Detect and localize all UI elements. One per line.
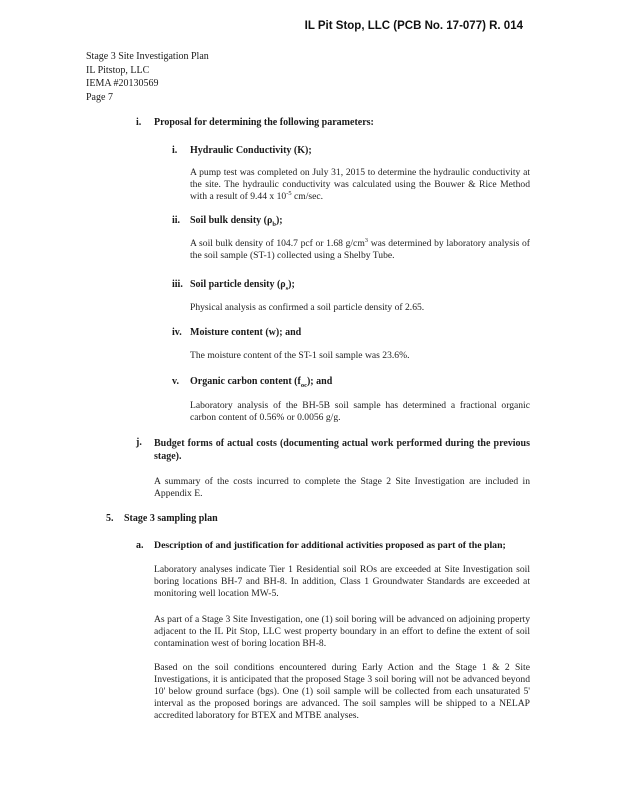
header-page-number: Page 7 [86,91,113,103]
section-5-heading: Stage 3 sampling plan [124,513,218,524]
param-4-heading: Moisture content (w); and [190,327,302,338]
param-3-text: Physical analysis as confirmed a soil particle density of 2.65. [190,302,425,313]
header-title: Stage 3 Site Investigation Plan [86,51,209,62]
param-2-marker: ii. [172,215,181,226]
param-5-heading: Organic carbon content $(f_{oc})$; and [190,376,333,389]
header-iema-number: IEMA #20130569 [86,78,159,89]
section-a-paragraph-2: As part of a Stage 3 Site Investigation, one (1) soil boring will be advanced on adjoining property adjacent to the IL Pit Stop, LLC west property boundary in an effort to define the extent of soil contamination west of boring location BH-8. [154,614,530,649]
section-a-paragraph-3: Based on the soil conditions encountered during Early Action and the Stage 1 & 2 Site Investigations, it is anticipated that the proposed Stage 3 soil boring will not be advanced beyond 10' below ground surface (bgs). One (1) soil sample will be collected from each unsaturated 5' interval as the proposed borings are advanced. The soil samples will be shipped to a NELAP accredited laboratory for BTEX and MTBE analyses. [154,662,530,721]
section-a-marker: a. [136,540,144,551]
section-a-paragraph-1: Laboratory analyses indicate Tier 1 Residential soil ROs are exceeded at Site Investigation soil boring locations BH-7 and BH-8. In addition, Class 1 Groundwater Standards are exceeded at monitoring well location MW-5. [154,564,530,599]
section-j-heading: Budget forms of actual costs (documenting actual work performed during the previous stage). [154,438,530,462]
bates-stamp: IL Pit Stop, LLC (PCB No. 17-077) R. 014 [304,20,523,32]
param-2-text: A soil bulk density of 104.7 pcf or 1.68 $g/cm^3$ was determined by laboratory analysis of the soil sample (ST-1) collected using a Shelby Tube. [190,236,530,261]
param-3-heading: Soil particle density $(\rho_s)$; [190,279,295,292]
section-i-heading: Proposal for determining the following parameters: [154,117,374,128]
section-j-text: A summary of the costs incurred to complete the Stage 2 Site Investigation are included in Appendix E. [154,476,530,499]
section-a-heading: Description of and justification for additional activities proposed as part of the plan; [154,540,506,551]
param-1-marker: i. [172,145,178,156]
section-i-marker: i. [136,117,142,128]
header-company: IL Pitstop, LLC [86,64,150,76]
param-4-text: The moisture content of the ST-1 soil sample was 23.6%. [190,350,410,361]
param-5-marker: v. [172,376,179,387]
param-1-text: A pump test was completed on July 31, 2015 to determine the hydraulic conductivity at the site. The hydraulic conductivity was calculated using the Bouwer & Rice Method with a result of 9.44 x $10^{-5}$ cm/sec. [190,167,530,202]
param-5-text: Laboratory analysis of the BH-5B soil sample has determined a fractional organic carbon content of 0.56% or 0.0056 g/g. [190,400,530,423]
section-j-marker: j. [136,437,142,448]
section-5-marker: 5. [106,513,114,524]
document-header [86,50,209,104]
param-3-marker: iii. [172,279,183,290]
param-2-heading: Soil bulk density $(\rho_b)$; [190,215,283,228]
param-1-heading: Hydraulic Conductivity (K); [190,145,312,156]
param-4-marker: iv. [172,327,182,338]
